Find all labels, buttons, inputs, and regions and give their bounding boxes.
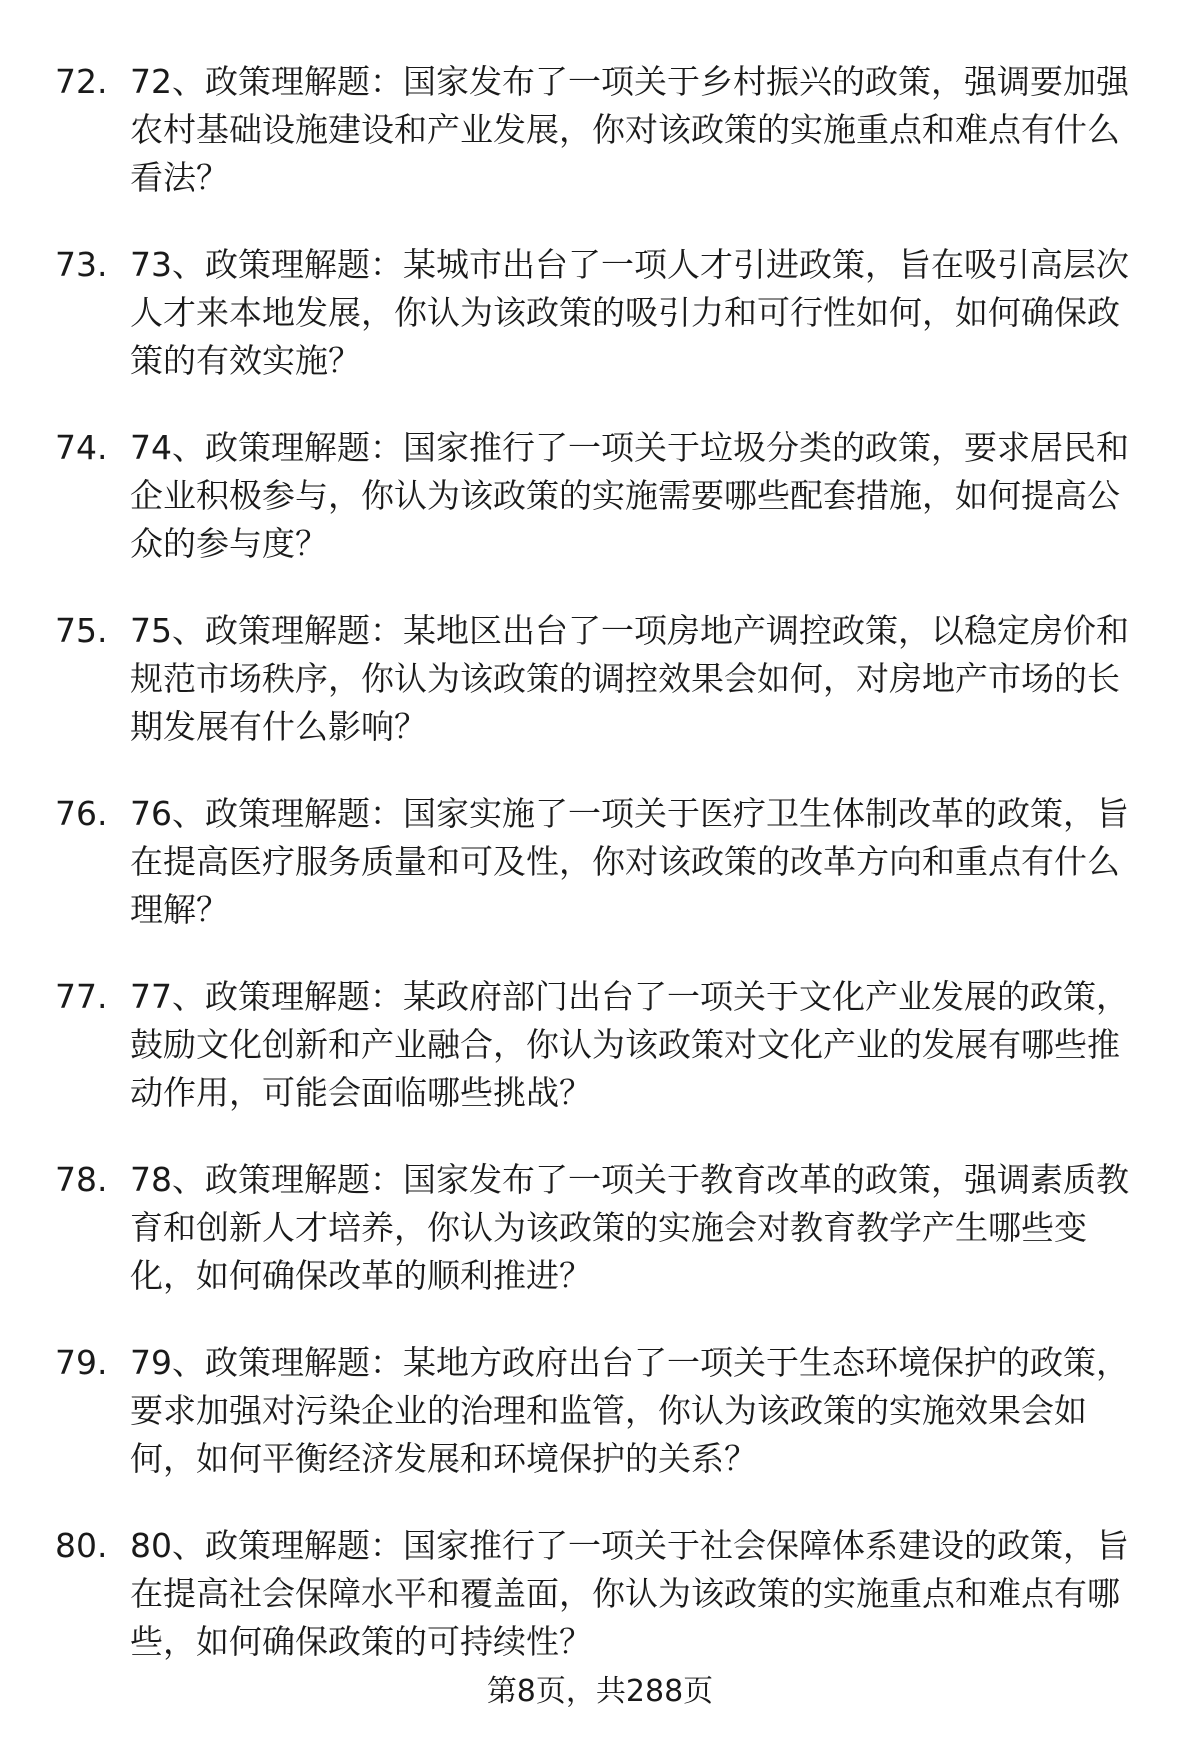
page-footer: 第8页，共288页 bbox=[486, 1674, 714, 1709]
list-item bbox=[0, 1339, 1200, 1522]
item-text: 79、政策理解题：某地方政府出台了一项关于生态环境保护的政策，要求加强对污染企业的治理和监管，你认为该政策的实施效果会如何，如何平衡经济发展和环境保护的关系？ bbox=[130, 1343, 1129, 1478]
item-text: 75、政策理解题：某地区出台了一项房地产调控政策，以稳定房价和规范市场秩序，你认为该政策的调控效果会如何，对房地产市场的长期发展有什么影响？ bbox=[130, 611, 1129, 746]
list-item bbox=[0, 973, 1200, 1156]
item-text: 77、政策理解题：某政府部门出台了一项关于文化产业发展的政策，鼓励文化创新和产业融合，你认为该政策对文化产业的发展有哪些推动作用，可能会面临哪些挑战？ bbox=[130, 977, 1129, 1112]
list-item bbox=[0, 241, 1200, 424]
item-text: 73、政策理解题：某城市出台了一项人才引进政策，旨在吸引高层次人才来本地发展，你认为该政策的吸引力和可行性如何，如何确保政策的有效实施？ bbox=[130, 245, 1129, 380]
item-text: 74、政策理解题：国家推行了一项关于垃圾分类的政策，要求居民和企业积极参与，你认为该政策的实施需要哪些配套措施，如何提高公众的参与度？ bbox=[130, 428, 1129, 563]
item-number: 73. bbox=[55, 245, 108, 284]
list-item bbox=[0, 790, 1200, 973]
item-text: 80、政策理解题：国家推行了一项关于社会保障体系建设的政策，旨在提高社会保障水平和覆盖面，你认为该政策的实施重点和难点有哪些，如何确保政策的可持续性？ bbox=[130, 1526, 1129, 1661]
list-item bbox=[0, 1156, 1200, 1339]
list-item bbox=[0, 58, 1200, 241]
item-number: 80. bbox=[55, 1526, 108, 1565]
item-number: 75. bbox=[55, 611, 108, 650]
item-number: 78. bbox=[55, 1160, 108, 1199]
list-item bbox=[0, 424, 1200, 607]
item-text: 72、政策理解题：国家发布了一项关于乡村振兴的政策，强调要加强农村基础设施建设和产业发展，你对该政策的实施重点和难点有什么看法？ bbox=[130, 62, 1129, 197]
item-number: 79. bbox=[55, 1343, 108, 1382]
list-item bbox=[0, 607, 1200, 790]
item-text: 78、政策理解题：国家发布了一项关于教育改革的政策，强调素质教育和创新人才培养，你认为该政策的实施会对教育教学产生哪些变化，如何确保改革的顺利推进？ bbox=[130, 1160, 1129, 1295]
item-text: 76、政策理解题：国家实施了一项关于医疗卫生体制改革的政策，旨在提高医疗服务质量和可及性，你对该政策的改革方向和重点有什么理解？ bbox=[130, 794, 1129, 929]
item-number: 77. bbox=[55, 977, 108, 1016]
item-number: 72. bbox=[55, 62, 108, 101]
item-number: 76. bbox=[55, 794, 108, 833]
item-number: 74. bbox=[55, 428, 108, 467]
question-list bbox=[0, 58, 1200, 1705]
